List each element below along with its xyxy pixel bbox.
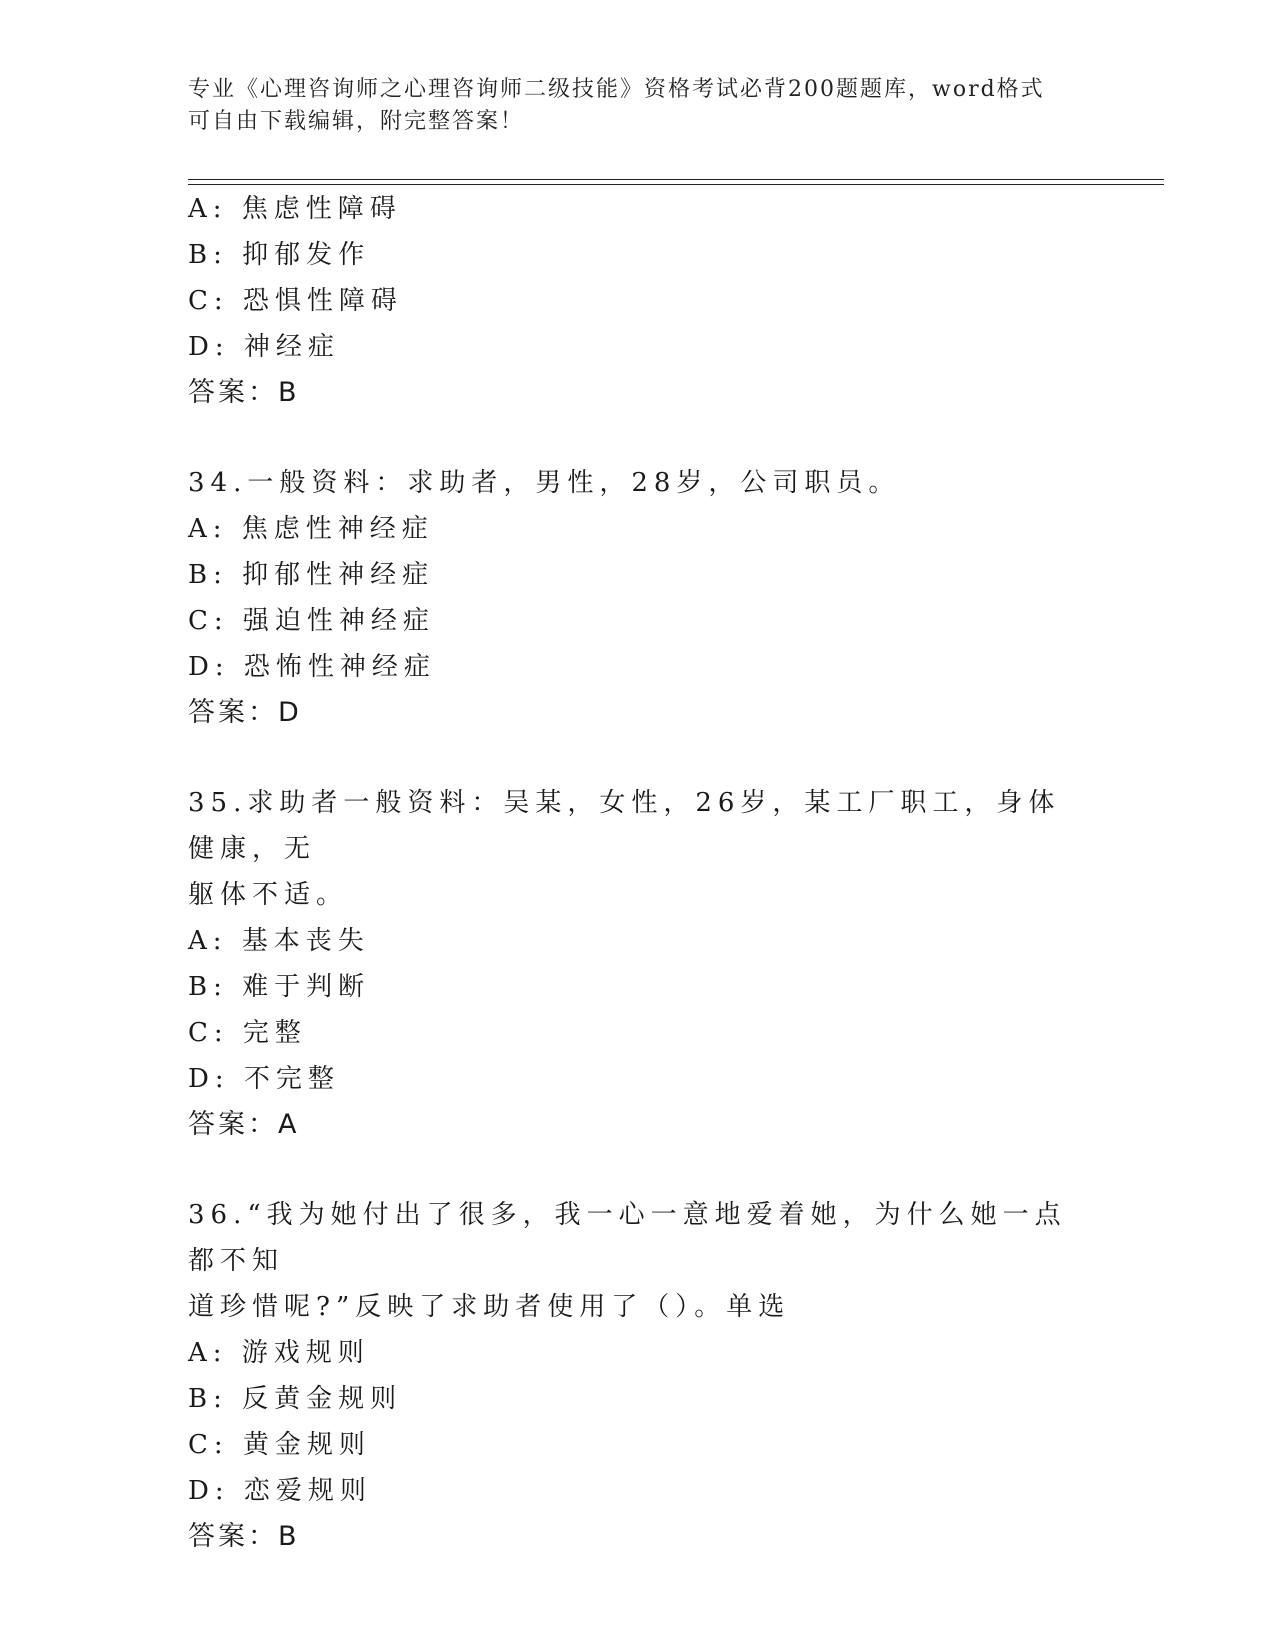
- option-b: B: 抑郁发作: [188, 240, 371, 270]
- option-c: C: 强迫性神经症: [188, 606, 435, 636]
- answer-text: 答案：A: [188, 1109, 300, 1140]
- option-b: B: 抑郁性神经症: [188, 560, 435, 590]
- option-c: C: 完整: [188, 1018, 307, 1048]
- option-d: D: 神经症: [188, 332, 340, 362]
- option-a: A: 焦虑性神经症: [188, 514, 434, 544]
- question-list: [188, 186, 1088, 1560]
- question-36: [188, 1192, 1088, 1560]
- header-line-1: 专业《心理咨询师之心理咨询师二级技能》资格考试必背200题题库，word格式: [188, 77, 1045, 102]
- header-divider-top: [188, 179, 1164, 180]
- answer-text: 答案：B: [188, 377, 300, 408]
- question-text-line-1: 36.“我为她付出了很多，我一心一意地爱着她，为什么她一点都不知: [188, 1200, 1067, 1276]
- question-33: [188, 186, 1088, 416]
- answer-text: 答案：D: [188, 697, 302, 728]
- answer-text: 答案：B: [188, 1521, 300, 1552]
- option-b: B: 反黄金规则: [188, 1384, 403, 1414]
- option-a: A: 焦虑性障碍: [188, 194, 402, 224]
- option-b: B: 难于判断: [188, 972, 371, 1002]
- question-text-line-2: 道珍惜呢?”反映了求助者使用了（）。单选: [188, 1292, 791, 1322]
- header-line-2: 可自由下载编辑，附完整答案！: [188, 109, 525, 134]
- document-header: [188, 74, 1088, 138]
- option-d: D: 恋爱规则: [188, 1476, 372, 1506]
- option-c: C: 恐惧性障碍: [188, 286, 403, 316]
- option-a: A: 游戏规则: [188, 1338, 370, 1368]
- option-d: D: 不完整: [188, 1064, 340, 1094]
- header-divider-bottom: [188, 184, 1164, 185]
- question-34: [188, 460, 1088, 736]
- question-35: [188, 780, 1088, 1148]
- option-a: A: 基本丧失: [188, 926, 370, 956]
- question-text: 34.一般资料：求助者，男性，28岁，公司职员。: [188, 468, 901, 498]
- question-text-line-2: 躯体不适。: [188, 880, 349, 910]
- option-c: C: 黄金规则: [188, 1430, 371, 1460]
- question-text-line-1: 35.求助者一般资料：吴某，女性，26岁，某工厂职工，身体健康，无: [188, 788, 1061, 864]
- option-d: D: 恐怖性神经症: [188, 652, 436, 682]
